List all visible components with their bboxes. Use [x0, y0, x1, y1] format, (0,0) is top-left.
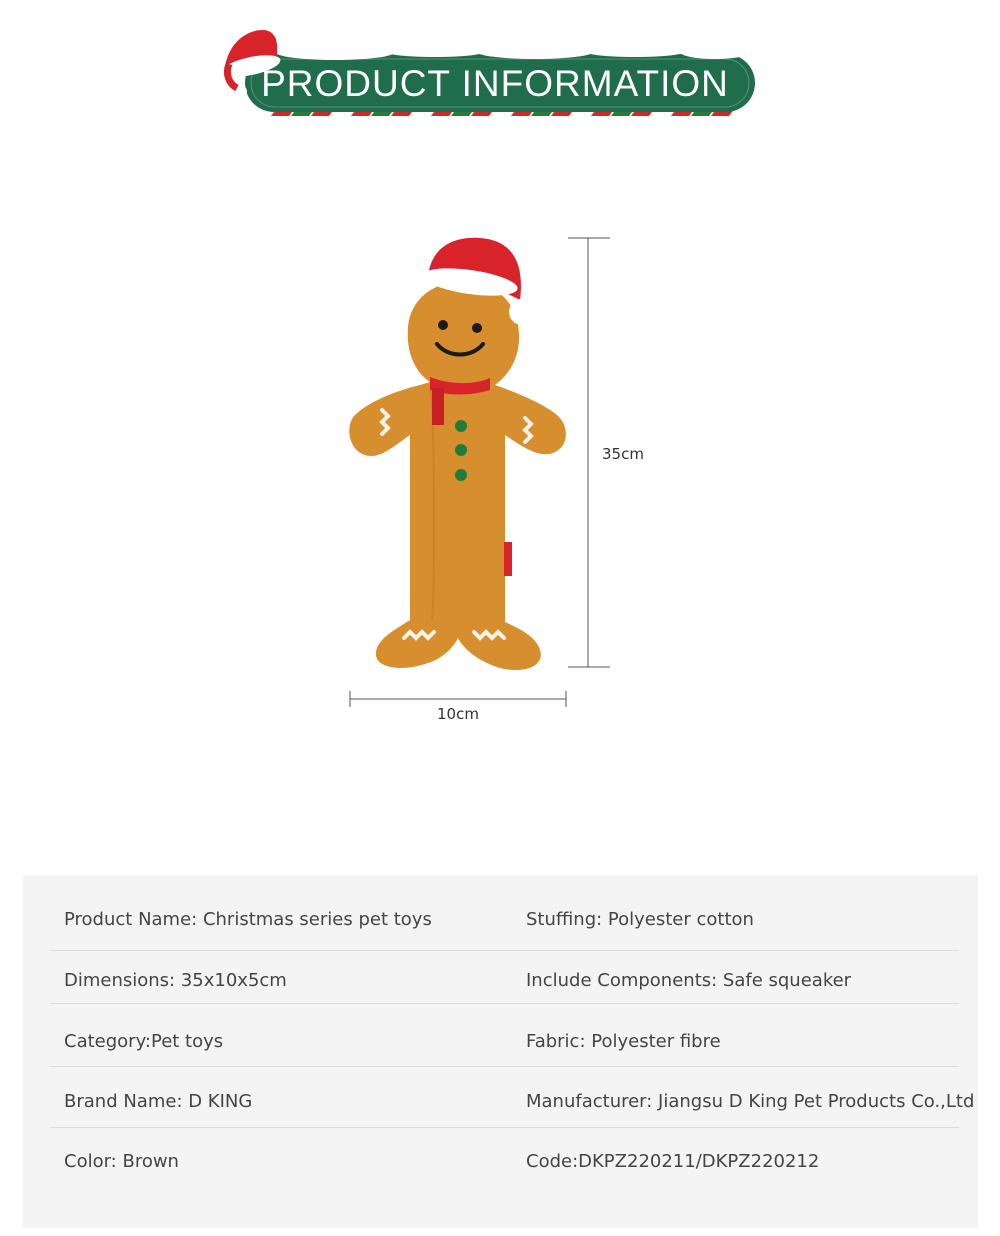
banner-title: PRODUCT INFORMATION: [261, 63, 729, 104]
gingerbread-man-toy-image: [340, 220, 660, 740]
spec-row: [50, 1067, 975, 1128]
width-label: 10cm: [437, 705, 479, 723]
spec-stuffing: Stuffing: Polyester cotton: [526, 909, 754, 930]
spec-row: [50, 1004, 959, 1067]
product-image: [340, 220, 660, 740]
spec-product-name: Product Name: Christmas series pet toys: [64, 909, 432, 930]
height-label: 35cm: [602, 445, 644, 463]
specifications-panel: [23, 875, 978, 1228]
spec-row: [50, 1128, 959, 1198]
spec-category: Category:Pet toys: [64, 1031, 224, 1052]
spec-fabric: Fabric: Polyester fibre: [526, 1031, 721, 1052]
spec-row: [50, 951, 959, 1004]
spec-row: [50, 890, 959, 951]
product-information-banner: [215, 22, 775, 132]
spec-dimensions: Dimensions: 35x10x5cm: [64, 970, 287, 991]
spec-brand-name: Brand Name: D KING: [64, 1091, 253, 1112]
spec-manufacturer: Manufacturer: Jiangsu D King Pet Products Co.,Ltd: [526, 1091, 975, 1112]
green-buttons: [455, 420, 467, 481]
spec-include-components: Include Components: Safe squeaker: [526, 970, 852, 991]
spec-code: Code:DKPZ220211/DKPZ220212: [526, 1151, 820, 1172]
product-tag: [504, 542, 512, 576]
spec-color: Color: Brown: [64, 1151, 179, 1172]
